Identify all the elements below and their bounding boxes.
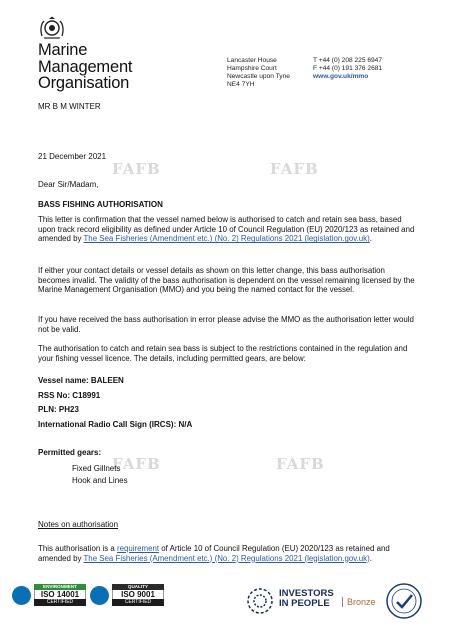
iso-9001-badge: QUALITY ISO 9001 CERTIFIED bbox=[90, 584, 164, 608]
iso-14001-badge: ENVIRONMENT ISO 14001 CERTIFIED bbox=[12, 584, 86, 608]
pln: PLN: PH23 bbox=[38, 405, 79, 414]
office-address: Lancaster House Hampshire Court Newcastle upon Tyne NE4 7YH bbox=[227, 57, 290, 88]
radio-call-sign: International Radio Call Sign (IRCS): N/A bbox=[38, 420, 193, 429]
certification-mark-icon bbox=[90, 586, 109, 605]
website-link[interactable]: www.gov.uk/mmo bbox=[313, 73, 369, 80]
letter-date: 21 December 2021 bbox=[38, 152, 107, 161]
investors-in-people-icon bbox=[246, 587, 274, 615]
paragraph-error: If you have received the bass authorisation in error please advise the MMO as the authorisation letter would not be valid. bbox=[38, 315, 414, 334]
rss-number: RSS No: C18991 bbox=[38, 391, 101, 400]
requirement-link[interactable]: requirement bbox=[116, 544, 160, 553]
certification-mark-icon bbox=[12, 586, 31, 605]
paragraph-confirmation: This letter is confirmation that the vessel named below is authorised to catch and retain sea bass, based upon track record eligibility as defined under Article 10 of Council Regulation (EU) 2020/123 as retained and amended by The Sea Fisheries (Amendment etc.) (No. 2) Regulations 2021 (legislation.gov.uk). bbox=[38, 215, 415, 244]
permitted-gears-heading: Permitted gears: bbox=[38, 448, 102, 457]
investors-in-people-logo: INVESTORS IN PEOPLE bbox=[279, 588, 334, 609]
accreditation-tier: Bronze bbox=[342, 597, 376, 607]
paragraph-validity: If either your contact details or vessel details as shown on this letter change, this bass authorisation becomes invalid. The validity of the bass authorisation is dependent on the vessel remaining licensed by the Marine Management Organisation (MMO) and you being the named contact for the vessel. bbox=[38, 266, 415, 295]
accreditation-seal-icon bbox=[385, 582, 423, 620]
watermark: FAFB bbox=[112, 160, 161, 178]
contact-details bbox=[313, 57, 382, 81]
legislation-link[interactable]: The Sea Fisheries (Amendment etc.) (No. 2) Regulations 2021 (legislation.gov.uk) bbox=[83, 553, 370, 563]
salutation: Dear Sir/Madam, bbox=[38, 180, 99, 189]
watermark: FAFB bbox=[276, 455, 325, 473]
watermark: FAFB bbox=[270, 160, 319, 178]
paragraph-restrictions: The authorisation to catch and retain sea bass is subject to the restrictions contained in the regulation and your fishing vessel licence. The details, including permitted gears, are below: bbox=[38, 344, 408, 363]
watermark: FAFB bbox=[112, 455, 161, 473]
fax: F +44 (0) 191 376 2681 bbox=[313, 65, 383, 72]
royal-crest-icon bbox=[38, 16, 66, 40]
gear-item: Fixed Gillnets bbox=[72, 464, 121, 473]
letter-title: BASS FISHING AUTHORISATION bbox=[38, 200, 163, 209]
organisation-name: Marine Management Organisation bbox=[38, 41, 133, 92]
recipient-name: MR B M WINTER bbox=[38, 102, 101, 111]
vessel-name: Vessel name: BALEEN bbox=[38, 376, 124, 385]
telephone: T +44 (0) 208 225 6947 bbox=[313, 57, 382, 64]
gear-item: Hook and Lines bbox=[72, 476, 128, 485]
paragraph-notes: This authorisation is a requirement of Article 10 of Council Regulation (EU) 2020/123 as retained and amended by The Sea Fisheries (Amendment etc.) (No. 2) Regulations 2021 (legislation.gov.uk). bbox=[38, 544, 390, 563]
notes-heading: Notes on authorisation bbox=[38, 520, 119, 529]
legislation-link[interactable]: The Sea Fisheries (Amendment etc.) (No. 2) Regulations 2021 (legislation.gov.uk) bbox=[83, 234, 370, 244]
